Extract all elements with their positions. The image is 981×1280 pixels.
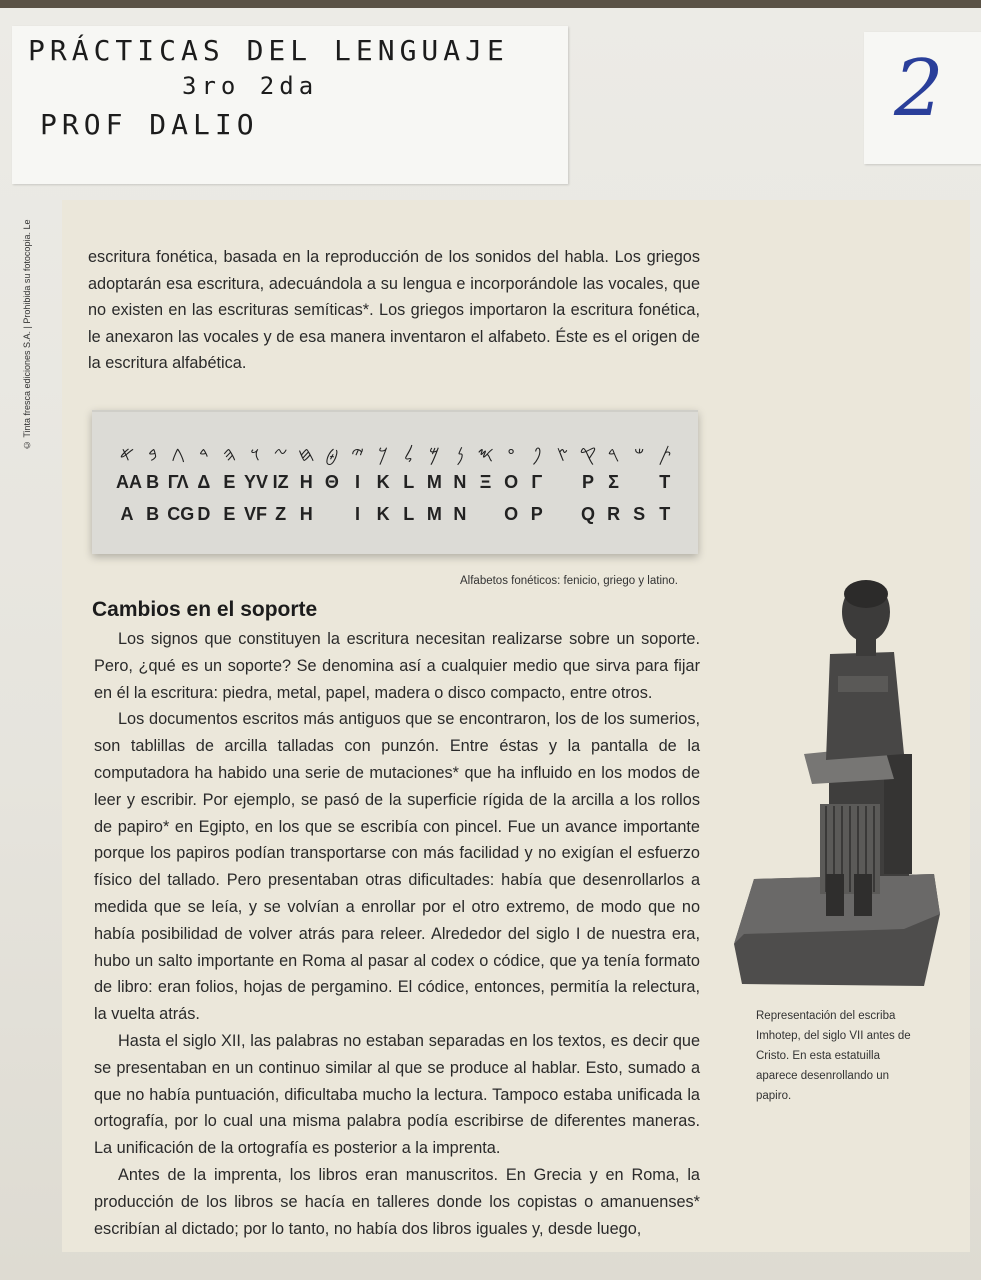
page-number: 2 [894,44,944,134]
handwritten-sticky-note [12,26,568,184]
greek-letter: P [581,472,594,492]
greek-letter: IZ [272,472,289,492]
latin-letter: L [403,504,415,524]
latin-letter [321,504,343,525]
greek-letter: I [354,472,360,492]
greek-letter: ΓΛ [167,472,189,492]
phoenician-letter: 𐤐 [532,442,542,466]
statue-caption: Representación del escriba Imhotep, del siglo VII antes de Cristo. En esta estatuilla aparece desenrollando un papiro. [756,1010,911,1102]
phoenician-letter: 𐤎 [477,442,494,466]
phoenician-letter: 𐤆 [273,442,288,466]
phoenician-letter: 𐤌 [428,442,440,466]
greek-letter: YV [244,472,269,492]
phoenician-letter: 𐤊 [378,442,389,466]
paragraph-2: Los documentos escritos más antiguos que se encontraron, los de los sumerios, son tablillas de arcilla talladas con punzón. Entre éstas y la pantalla de la computadora ha habido una serie de mutaciones* que ha influido en los modos de leer y escribir. Por ejemplo, se pasó de la superficie rígida de la arcilla a los rollos de papiro* en Egipto, en los que se escribía con pincel. Fue un avance importante porque los papiros podían transportarse con más facilidad y no exigían el esfuerzo físico del tallado. Pero presentaban otras dificultades: había que desenrollarlos a medida que se leía, y se volvían a enrollar por el otro extremo, de modo que no había posibilidad de volver atrás para releer. Alrededor del siglo I de nuestra era, hubo un salto importante en Roma al pasar al codex o códice, que ya tenía formato de libro: eran folios, hojas de pergamino. El códice, entonces, permitía la relectura, la vuelta atrás. [94,710,700,1024]
greek-letter: M [426,472,442,492]
latin-letter: E [223,504,236,524]
greek-letter: K [376,472,390,492]
paragraph-4: Antes de la imprenta, los libros eran manuscritos. En Grecia y en Roma, la producción de los libros se hacía en talleres donde los copistas o amanuenses* escribían al dictado; por lo tanto, no había dos libros iguales y, desde luego, [94,1165,700,1238]
greek-letter: AA [116,472,142,492]
phoenician-letter: 𐤃 [198,442,209,466]
note-subject: PRÁCTICAS DEL LENGUAJE [28,34,509,67]
latin-letter: B [146,504,160,524]
latin-letter: O [504,504,519,524]
paragraph-1: Los signos que constituyen la escritura necesitan realizarse sobre un soporte. Pero, ¿qué es un soporte? Se denomina así a cualquier medio que sirva para fijar en él la escritura: piedra, metal, papel, madera o disco compacto, entre otros. [94,630,700,702]
intro-paragraph: escritura fonética, basada en la reproducción de los sonidos del habla. Los griegos adoptarán esa escritura, adecuándola a su lengua e incorporándole las vocales, que no existen en las escrituras semíticas*. Los griegos importaron la escritura fonética, le anexaron las vocales y de esa manera inventaron el alfabeto. Éste es el origen de la escritura alfabética. [88,248,700,373]
phoenician-letter: 𐤕 [658,442,672,466]
greek-letter: Σ [608,472,619,492]
latin-letter: Q [580,504,595,524]
phoenician-letter: 𐤄 [222,442,237,466]
latin-row [116,504,676,525]
body-text [94,626,700,1242]
latin-letter: H [299,504,313,524]
latin-letter: VF [244,504,268,524]
phoenician-letter: 𐤒 [579,442,597,466]
copyright-sidebar: © Tinta fresca ediciones S.A. | Prohibida su fotocopia. Le [22,219,32,450]
latin-letter: S [633,504,646,524]
latin-letter: P [530,504,543,524]
phoenician-letter: 𐤉 [351,442,364,466]
phoenician-row [116,442,676,466]
phoenician-letter: 𐤍 [456,442,464,466]
greek-letter: T [659,472,671,492]
latin-letter: N [453,504,467,524]
latin-letter [551,504,573,525]
greek-letter: E [223,472,236,492]
greek-letter: H [299,472,313,492]
latin-letter: T [659,504,671,524]
phoenician-letter: 𐤂 [171,442,186,466]
greek-letter: O [504,472,519,492]
greek-letter: Γ [531,472,543,492]
note-teacher: PROF DALIO [40,108,259,141]
greek-row [116,472,676,493]
greek-letter: B [146,472,160,492]
section-heading: Cambios en el soporte [92,598,318,621]
paragraph-3: Hasta el siglo XII, las palabras no estaban separadas en los textos, es decir que se presentaban en un continuo similar al que se produce al hablar. Esto, sumado a que no había puntuación, dificultaba mucho la lectura. Tampoco estaba unificada la ortografía, por lo cual una misma palabra podía escribirse de diferentes maneras. La unificación de la ortografía es posterior a la imprenta. [94,1031,700,1158]
scribe-statue-image [734,574,944,994]
phoenician-letter: 𐤈 [325,442,339,466]
note-course: 3ro 2da [182,72,319,100]
greek-letter: Θ [324,472,339,492]
alphabet-caption: Alfabetos fonéticos: fenicio, griego y latino. [460,575,678,587]
phoenician-letter: 𐤓 [607,442,620,466]
greek-letter [551,472,573,493]
greek-letter: L [403,472,415,492]
phoenician-letter: 𐤀 [119,442,135,466]
page-number-note [864,32,981,164]
phoenician-letter: 𐤋 [403,442,414,466]
greek-letter: Δ [197,472,211,492]
phoenician-letter: 𐤏 [507,442,515,466]
latin-letter: CG [167,504,195,524]
phoenician-letter: 𐤔 [634,442,645,466]
greek-letter [628,472,650,493]
phoenician-letter: 𐤁 [147,442,158,466]
latin-letter: K [376,504,390,524]
latin-letter: M [426,504,442,524]
greek-letter: Ξ [479,472,492,492]
phoenician-letter: 𐤅 [250,442,260,466]
greek-letter: N [453,472,467,492]
latin-letter: Z [275,504,287,524]
latin-letter: I [354,504,360,524]
latin-letter: R [607,504,621,524]
phoenician-letter: 𐤑 [556,442,569,466]
alphabet-table [92,410,698,554]
phoenician-letter: 𐤇 [297,442,315,466]
latin-letter: D [197,504,211,524]
latin-letter: A [120,504,134,524]
latin-letter [475,504,497,525]
